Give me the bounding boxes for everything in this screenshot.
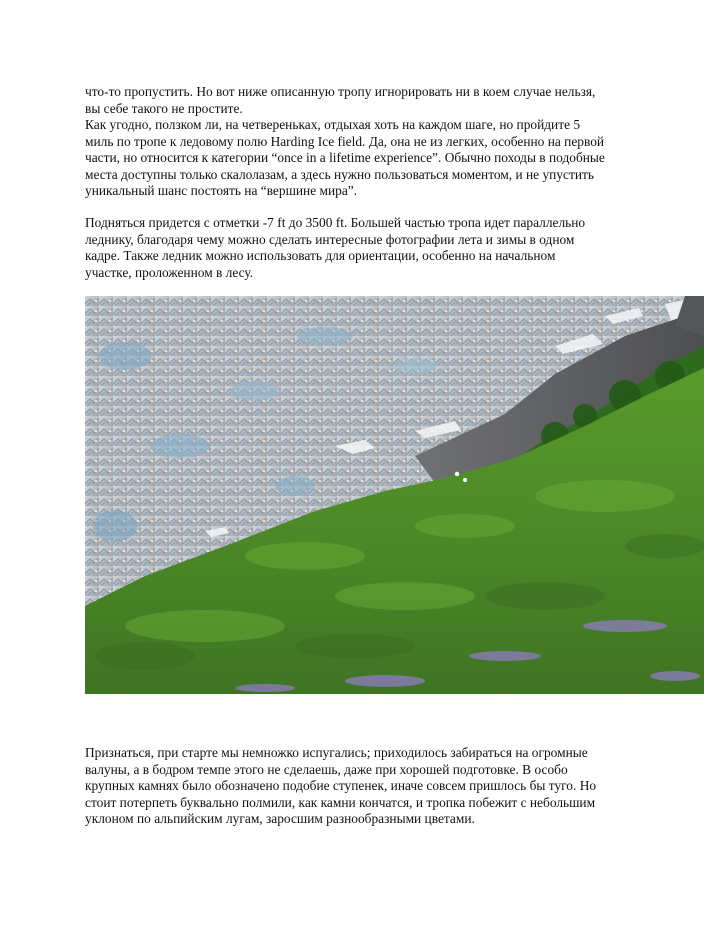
text-line: валуны, а в бодром темпе этого не сделаешь, даже при хорошей подготовке. В особо [85, 761, 568, 777]
paragraph-start [85, 745, 645, 828]
text-line: что-то пропустить. Но вот ниже описанную тропу игнорировать ни в коем случае нельзя, [85, 84, 596, 99]
text-line: вы себе такого не простите. [85, 100, 243, 116]
text-line: Признаться, при старте мы немножко испугались; приходилось забираться на огромные [85, 745, 588, 760]
text-line: крупных камнях было обозначено подобие ступенек, иначе совсем пришлось бы туго. Но [85, 778, 597, 793]
paragraph-elevation [85, 215, 645, 281]
text-line: уклоном по альпийским лугам, заросшим разнообразными цветами. [85, 811, 475, 826]
text-line: Подняться придется с отметки -7 ft до 3500 ft. Большей частью тропа идет параллельно [85, 215, 586, 230]
text-line: уникальный шанс постоять на “вершине мира”. [85, 183, 358, 198]
text-line: миль по тропе к ледовому полю Harding Ice field. Да, она не из легких, особенно на первой [85, 133, 605, 149]
text-line: кадре. Также ледник можно использовать для ориентации, особенно на начальном [85, 248, 556, 263]
text-line: Как угодно, ползком ли, на четвереньках, отдыхая хоть на каждом шаге, но пройдите 5 [85, 117, 581, 132]
paragraph-intro [85, 84, 645, 200]
glacier-meadow-photo [85, 296, 704, 694]
text-line: участке, проложенном в лесу. [85, 264, 254, 280]
text-line: места доступны только скалолазам, а здесь нужно пользоваться моментом, и не упустить [85, 166, 594, 182]
text-line: стоит потерпеть буквально полмили, как камни кончатся, и тропка побежит с небольшим [85, 794, 596, 810]
text-line: леднику, благодаря чему можно сделать интересные фотографии лета и зимы в одном [85, 231, 575, 247]
text-line: части, но относится к категории “once in a lifetime experience”. Обычно походы в подобные [85, 150, 605, 165]
